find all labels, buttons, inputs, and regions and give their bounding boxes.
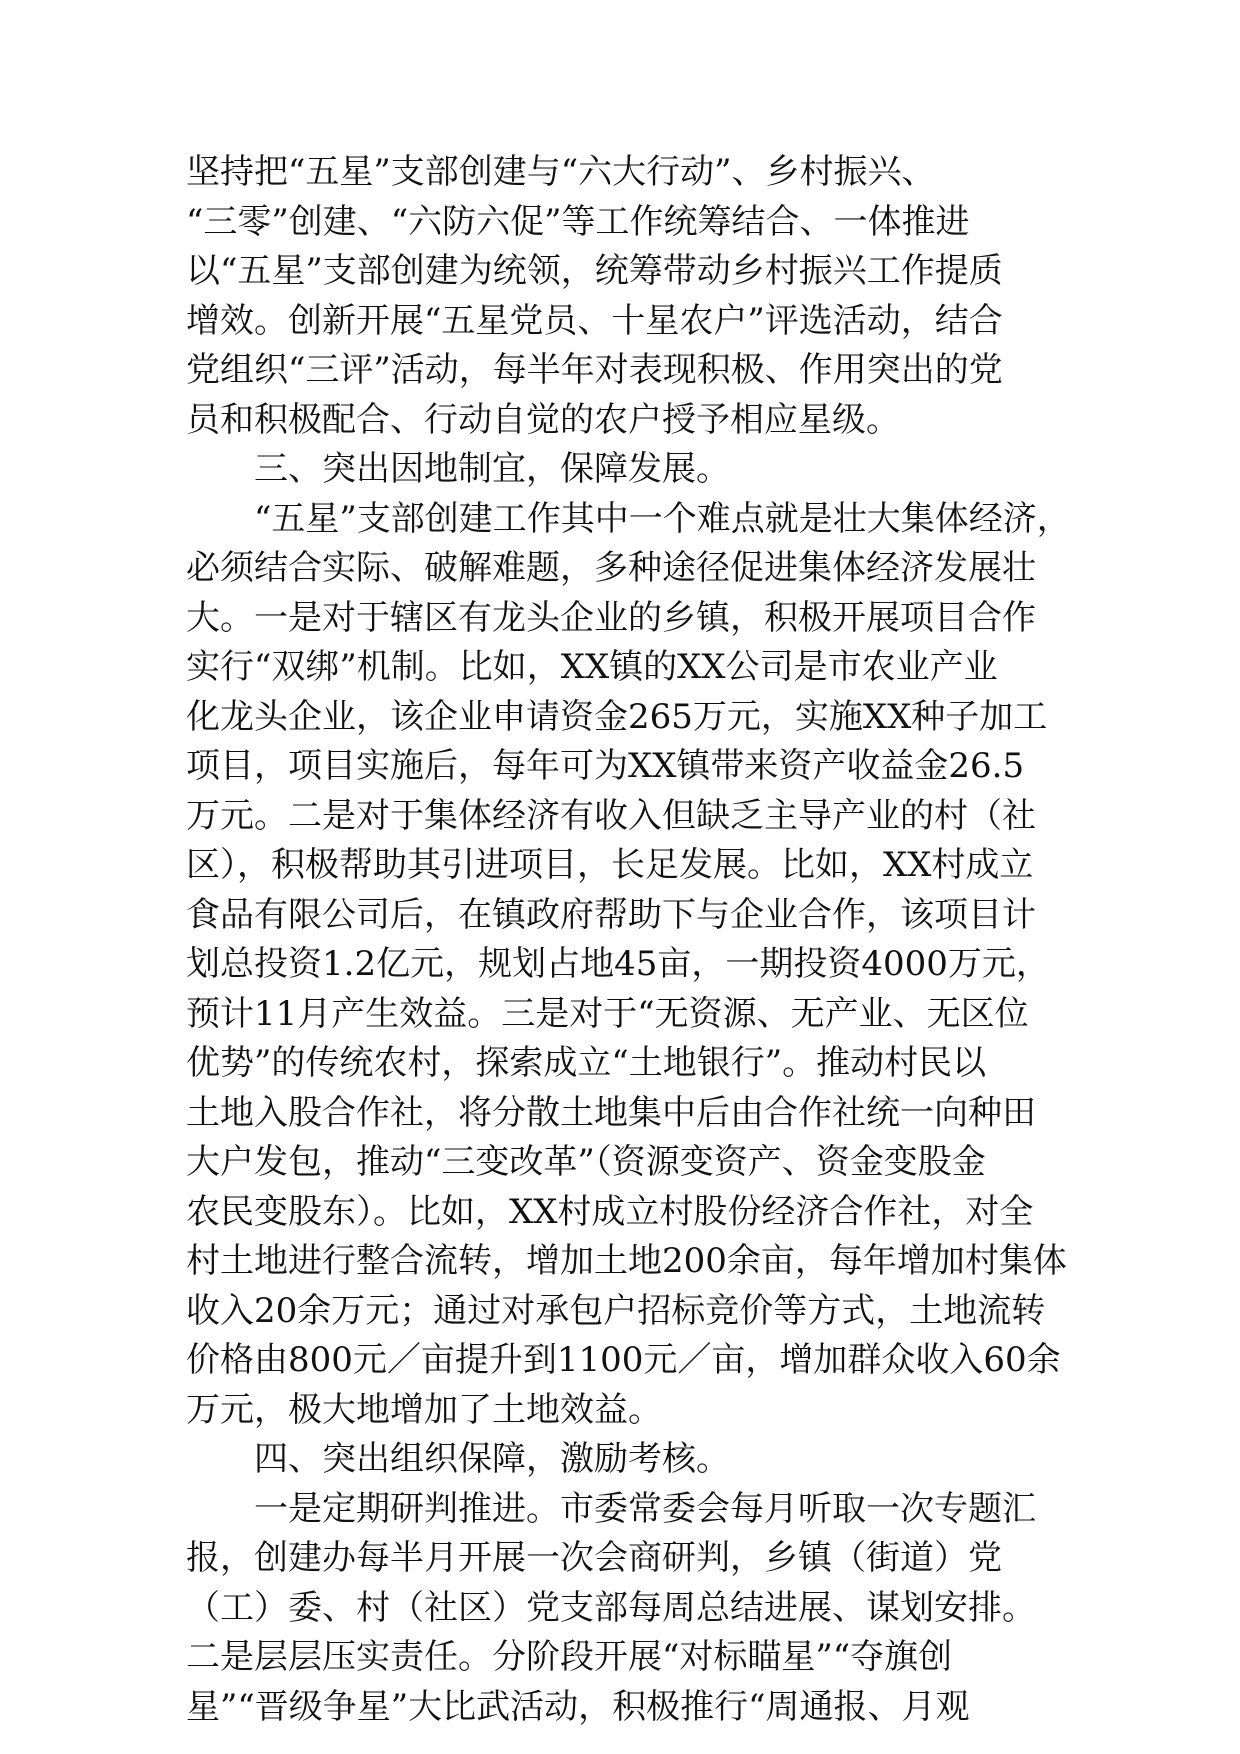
text-line: 预计11月产生效益。三是对于“无资源、无产业、无区位: [186, 993, 1029, 1034]
text-line: 党组织“三评”活动，每半年对表现积极、作用突出的党: [186, 350, 1003, 390]
text-line: 员和积极配合、行动自觉的农户授予相应星级。: [186, 399, 900, 440]
text-line: 收入20余万元；通过对承包户招标竞价等方式，土地流转: [186, 1290, 1046, 1331]
text-line: 万元，极大地增加了土地效益。: [186, 1389, 662, 1430]
text-line: 化龙头企业，该企业申请资金265万元，实施XX种子加工: [186, 696, 1048, 737]
text-line: 二是层层压实责任。分阶段开展“对标瞄星”“夺旗创: [186, 1637, 953, 1677]
text-line: “五星”支部创建工作其中一个难点就是壮大集体经济，: [254, 498, 1071, 539]
text-line: 一是定期研判推进。市委常委会每月听取一次专题汇: [254, 1488, 1036, 1529]
text-line: 必须结合实际、破解难题，多种途径促进集体经济发展壮: [186, 548, 1036, 588]
text-line: 价格由800元／亩提升到1100元／亩，增加群众收入60余: [186, 1340, 1061, 1380]
text-line: 万元。二是对于集体经济有收入但缺乏主导产业的村（社: [186, 795, 1036, 836]
text-line: 优势”的传统农村，探索成立“土地银行”。推动村民以: [186, 1043, 987, 1083]
text-line: 区），积极帮助其引进项目，长足发展。比如，XX村成立: [186, 845, 1034, 885]
text-line: 以“五星”支部创建为统领，统筹带动乡村振兴工作提质: [186, 251, 1003, 291]
text-line: 报，创建办每半月开展一次会商研判，乡镇（街道）党: [186, 1538, 1002, 1578]
text-line: 坚持把“五星”支部创建与“六大行动”、乡村振兴、: [186, 152, 936, 192]
text-line: 村土地进行整合流转，增加土地200余亩，每年增加村集体: [186, 1241, 1067, 1281]
document-page: [186, 148, 1071, 1732]
text-line: 星”“晋级争星”大比武活动，积极推行“周通报、月观: [186, 1686, 970, 1727]
text-line: 大户发包，推动“三变改革”（资源变资产、资金变股金: [186, 1142, 986, 1182]
section-heading: 四、突出组织保障，激励考核。: [254, 1439, 730, 1479]
text-line: 划总投资1.2亿元，规划占地45亩，一期投资4000万元，: [186, 944, 1050, 984]
section-heading: 三、突出因地制宜，保障发展。: [254, 449, 730, 489]
text-line: （工）委、村（社区）党支部每周总结进展、谋划安排。: [186, 1587, 1036, 1628]
text-line: 食品有限公司后，在镇政府帮助下与企业合作，该项目计: [186, 894, 1036, 935]
text-line: 土地入股合作社，将分散土地集中后由合作社统一向种田: [186, 1092, 1036, 1133]
text-line: “三零”创建、“六防六促”等工作统筹结合、一体推进: [186, 201, 970, 242]
text-line: 实行“双绑”机制。比如，XX镇的XX公司是市农业产业: [186, 647, 998, 687]
text-line: 农民变股东）。比如，XX村成立村股份经济合作社，对全: [186, 1191, 1034, 1232]
text-line: 项目，项目实施后，每年可为XX镇带来资产收益金26.5: [186, 746, 1025, 786]
text-line: 增效。创新开展“五星党员、十星农户”评选活动，结合: [186, 300, 1003, 341]
text-line: 大。一是对于辖区有龙头企业的乡镇，积极开展项目合作: [186, 597, 1036, 638]
